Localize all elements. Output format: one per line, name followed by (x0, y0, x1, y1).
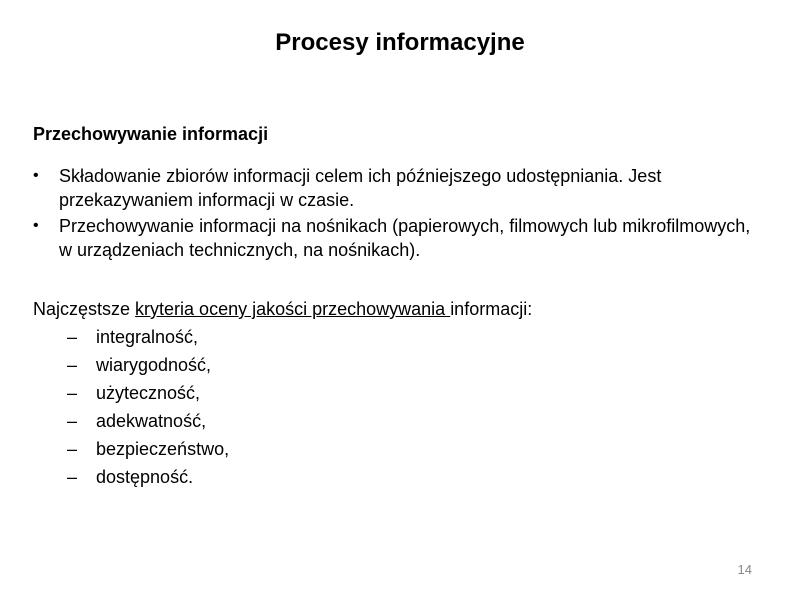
bullet-dot-icon: • (33, 167, 39, 184)
dash-icon: – (67, 467, 78, 487)
criteria-intro-link[interactable]: kryteria oceny jakości przechowywania (135, 299, 451, 319)
dash-icon: – (67, 411, 78, 431)
criteria-item (0, 437, 229, 461)
bullet-text: Przechowywanie informacji na nośnikach (papierowych, filmowych lub mikrofilmowych, w urządzeniach technicznych, na nośnikach). (59, 216, 751, 260)
bullet-list (0, 164, 800, 264)
criteria-text: integralność, (96, 327, 199, 347)
criteria-text: bezpieczeństwo, (96, 439, 230, 459)
page-number: 14 (737, 562, 752, 577)
criteria-text: adekwatność, (96, 411, 207, 431)
dash-icon: – (67, 327, 78, 347)
criteria-list (0, 325, 229, 493)
criteria-item (0, 325, 229, 349)
criteria-intro (33, 297, 532, 321)
criteria-item (0, 353, 229, 377)
bullet-dot-icon: • (33, 217, 39, 234)
criteria-item (0, 409, 229, 433)
dash-icon: – (67, 355, 78, 375)
criteria-item (0, 381, 229, 405)
criteria-text: dostępność. (96, 467, 194, 487)
criteria-text: użyteczność, (96, 383, 201, 403)
criteria-item (0, 465, 229, 489)
dash-icon: – (67, 439, 78, 459)
criteria-intro-prefix: Najczęstsze (33, 299, 136, 319)
bullet-item (0, 164, 800, 212)
section-heading: Przechowywanie informacji (33, 124, 269, 144)
dash-icon: – (67, 383, 78, 403)
criteria-intro-suffix: informacji: (450, 299, 533, 319)
slide-title: Procesy informacyjne (275, 29, 525, 56)
bullet-item (0, 214, 800, 262)
bullet-text: Składowanie zbiorów informacji celem ich późniejszego udostępniania. Jest przekazywaniem informacji w czasie. (59, 166, 662, 210)
criteria-text: wiarygodność, (96, 355, 212, 375)
